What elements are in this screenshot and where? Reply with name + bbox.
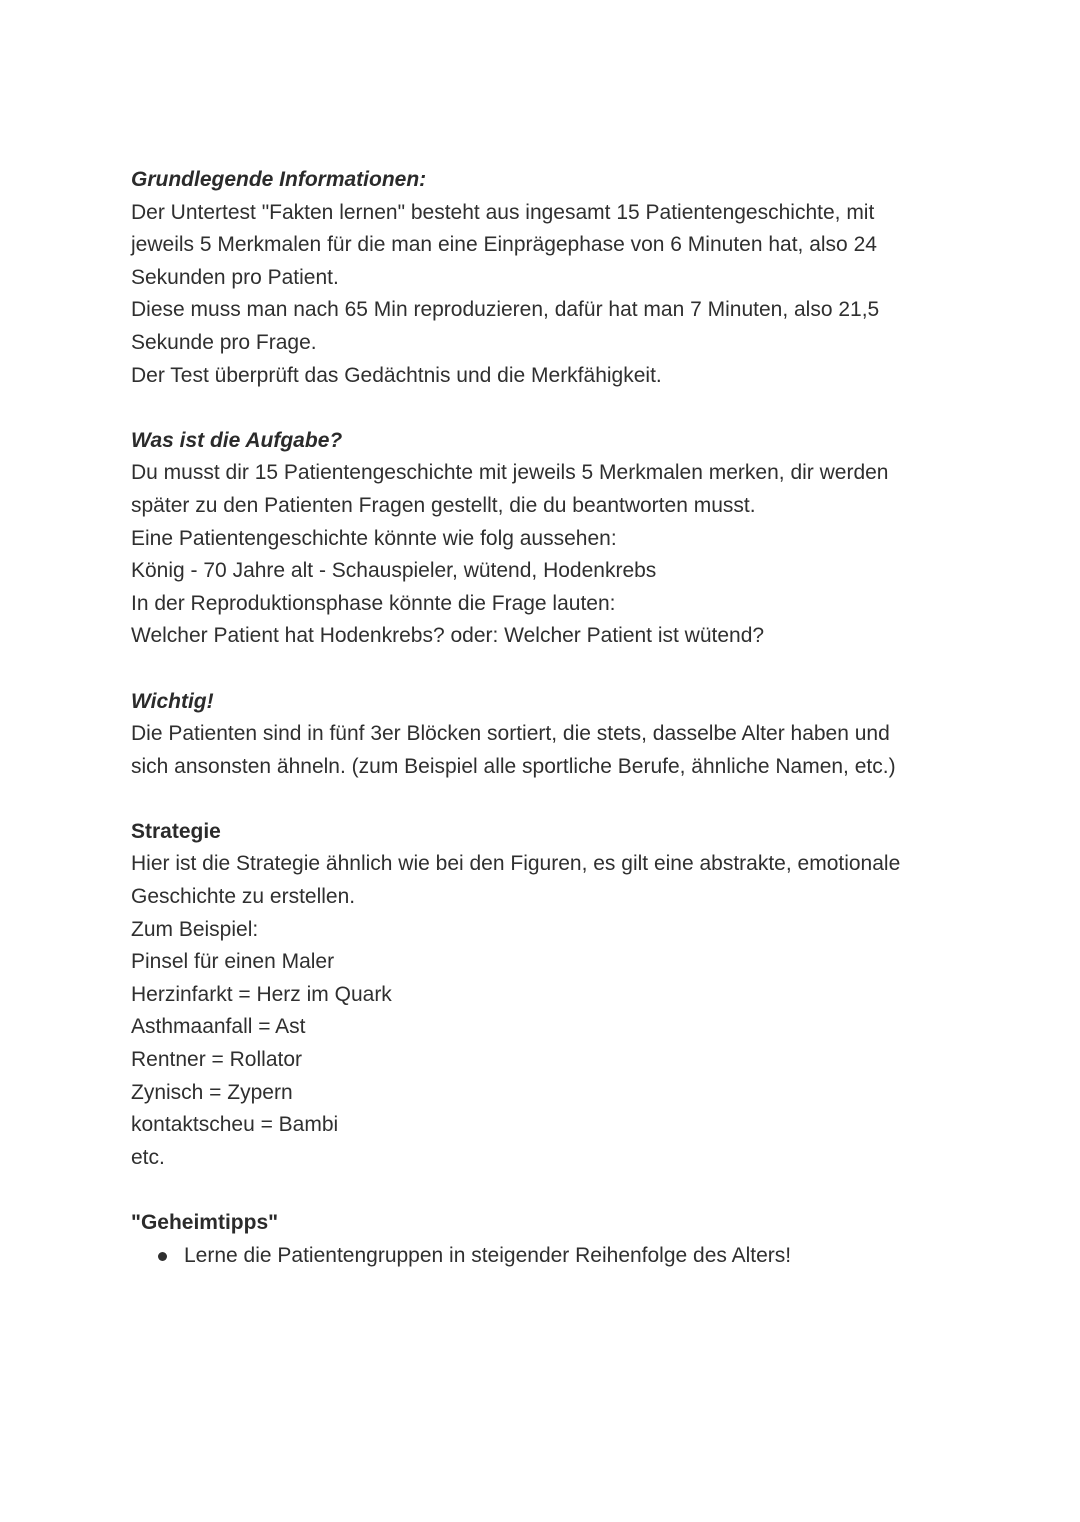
bullet-icon [158, 1252, 167, 1261]
text-line: Sekunden pro Patient. [131, 265, 339, 289]
tips-list [131, 1240, 971, 1273]
text-line: später zu den Patienten Fragen gestellt, die du beantworten musst. [131, 493, 756, 517]
list-item [131, 1240, 971, 1273]
text-line: Der Test überprüft das Gedächtnis und die Merkfähigkeit. [131, 363, 662, 387]
text-line: Der Untertest "Fakten lernen" besteht aus ingesamt 15 Patientengeschichte, mit [131, 200, 875, 224]
text-line: Hier ist die Strategie ähnlich wie bei den Figuren, es gilt eine abstrakte, emotionale [131, 852, 901, 876]
text-line: Geschichte zu erstellen. [131, 885, 356, 909]
section-heading: Strategie [131, 819, 221, 843]
text-line: In der Reproduktionsphase könnte die Frage lauten: [131, 591, 616, 615]
text-line: Zum Beispiel: [131, 917, 259, 941]
text-line: Zynisch = Zypern [131, 1080, 293, 1104]
text-line: Welcher Patient hat Hodenkrebs? oder: Welcher Patient ist wütend? [131, 624, 765, 648]
text-line: Die Patienten sind in fünf 3er Blöcken sortiert, die stets, dasselbe Alter haben und [131, 722, 890, 746]
text-line: Herzinfarkt = Herz im Quark [131, 982, 392, 1006]
section-heading: Was ist die Aufgabe? [131, 428, 343, 452]
text-line: Sekunde pro Frage. [131, 330, 317, 354]
text-line: Pinsel für einen Maler [131, 950, 335, 974]
text-line: Rentner = Rollator [131, 1048, 303, 1072]
text-line: Asthmaanfall = Ast [131, 1015, 306, 1039]
section-spacer [131, 1174, 971, 1207]
section-heading: Grundlegende Informationen: [131, 168, 427, 191]
list-item-text: Lerne die Patientengruppen in steigender Reihenfolge des Alters! [184, 1243, 792, 1267]
text-line: Du musst dir 15 Patientengeschichte mit jeweils 5 Merkmalen merken, dir werden [131, 461, 889, 485]
section-heading: Wichtig! [131, 689, 214, 713]
text-line: etc. [131, 1145, 165, 1169]
section-basic-info [131, 164, 971, 392]
section-secret-tips [131, 1207, 971, 1272]
text-line: kontaktscheu = Bambi [131, 1113, 339, 1137]
text-line: König - 70 Jahre alt - Schauspieler, wütend, Hodenkrebs [131, 559, 657, 583]
document-page [131, 164, 971, 1272]
text-line: jeweils 5 Merkmalen für die man eine Einprägephase von 6 Minuten hat, also 24 [131, 233, 877, 257]
section-important [131, 686, 971, 784]
section-heading: "Geheimtipps" [131, 1211, 279, 1234]
text-line: Eine Patientengeschichte könnte wie folg aussehen: [131, 526, 617, 550]
section-strategy [131, 816, 971, 1175]
text-line: Diese muss man nach 65 Min reproduzieren, dafür hat man 7 Minuten, also 21,5 [131, 298, 880, 322]
section-spacer [131, 392, 971, 425]
text-line: sich ansonsten ähneln. (zum Beispiel alle sportliche Berufe, ähnliche Namen, etc.) [131, 754, 896, 778]
section-spacer [131, 783, 971, 816]
section-task [131, 425, 971, 653]
section-spacer [131, 653, 971, 686]
